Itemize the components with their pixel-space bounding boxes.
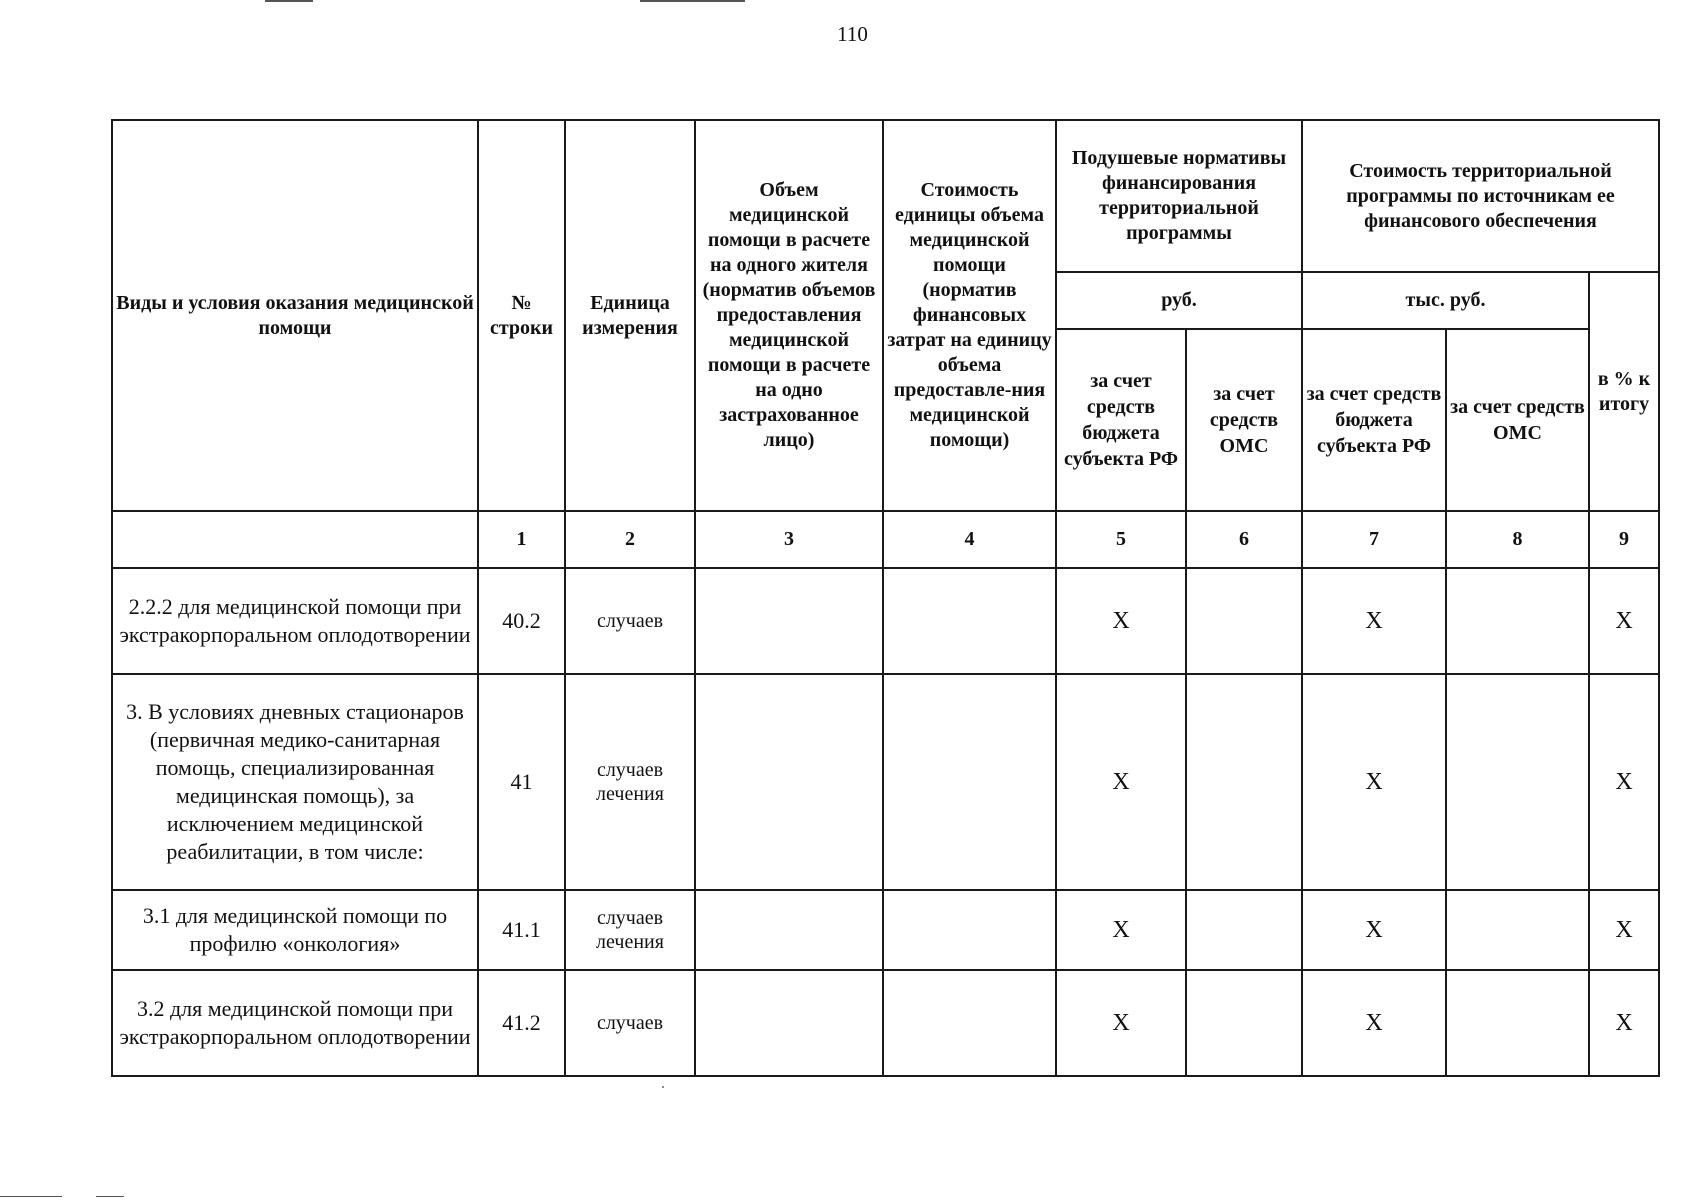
column-number: 3 — [695, 511, 883, 568]
row-number: 41 — [478, 674, 565, 890]
cell-col-8 — [1446, 674, 1589, 890]
cell-col-3 — [695, 674, 883, 890]
row-number: 41.1 — [478, 890, 565, 970]
column-number: 5 — [1056, 511, 1186, 568]
cell-col-5: Х — [1056, 970, 1186, 1076]
cell-col-5: Х — [1056, 890, 1186, 970]
row-description: 3.2 для медицинской помощи при экстракорпоральном оплодотворении — [112, 970, 478, 1076]
header-oms-6: за счет средств ОМС — [1186, 329, 1302, 511]
column-number-empty — [112, 511, 478, 568]
cell-col-9: Х — [1589, 970, 1659, 1076]
header-row-no: № строки — [478, 120, 565, 511]
column-number: 7 — [1302, 511, 1446, 568]
row-unit: случаев — [565, 568, 695, 674]
column-number: 4 — [883, 511, 1056, 568]
column-number: 8 — [1446, 511, 1589, 568]
header-per-capita: Подушевые нормативы финансирования территориальной программы — [1056, 120, 1302, 272]
table-row — [112, 970, 1659, 1076]
header-row-1 — [112, 120, 1659, 272]
header-unit: Единица измерения — [565, 120, 695, 511]
header-volume: Объем медицинской помощи в расчете на одного жителя (норматив объемов предоставления медицинской помощи в расчете на одно застрахованное лицо) — [695, 120, 883, 511]
cell-col-8 — [1446, 970, 1589, 1076]
cell-col-5: Х — [1056, 674, 1186, 890]
cell-col-4 — [883, 674, 1056, 890]
cell-col-7: Х — [1302, 568, 1446, 674]
table-row — [112, 674, 1659, 890]
cell-col-9: Х — [1589, 890, 1659, 970]
header-oms-8: за счет средств ОМС — [1446, 329, 1589, 511]
row-unit: случаев лечения — [565, 674, 695, 890]
scan-speck — [662, 1086, 664, 1088]
page-number: 110 — [837, 22, 868, 46]
cell-col-7: Х — [1302, 970, 1446, 1076]
cell-col-6 — [1186, 890, 1302, 970]
cell-col-3 — [695, 970, 883, 1076]
cell-col-6 — [1186, 674, 1302, 890]
header-unit-cost: Стоимость единицы объема медицинской помощи (норматив финансовых затрат на единицу объема предоставле-ния медицинской помощи) — [883, 120, 1056, 511]
row-description: 2.2.2 для медицинской помощи при экстракорпоральном оплодотворении — [112, 568, 478, 674]
header-percent: в % к итогу — [1589, 272, 1659, 511]
header-rub: руб. — [1056, 272, 1302, 329]
row-number: 41.2 — [478, 970, 565, 1076]
cell-col-6 — [1186, 568, 1302, 674]
financing-table — [111, 119, 1660, 1077]
scan-artifact-bottom-left — [0, 1196, 62, 1197]
row-unit: случаев — [565, 970, 695, 1076]
scan-artifact-top-right — [640, 0, 745, 2]
header-program-cost: Стоимость территориальной программы по источникам ее финансового обеспечения — [1302, 120, 1659, 272]
cell-col-4 — [883, 970, 1056, 1076]
scan-artifact-bottom-left-2 — [96, 1196, 124, 1197]
cell-col-5: Х — [1056, 568, 1186, 674]
cell-col-9: Х — [1589, 674, 1659, 890]
cell-col-8 — [1446, 890, 1589, 970]
row-description: 3.1 для медицинской помощи по профилю «онкология» — [112, 890, 478, 970]
row-unit: случаев лечения — [565, 890, 695, 970]
header-thous-rub: тыс. руб. — [1302, 272, 1589, 329]
row-number: 40.2 — [478, 568, 565, 674]
cell-col-7: Х — [1302, 890, 1446, 970]
scan-artifact-top-left — [265, 0, 313, 2]
header-budget-5: за счет средств бюджета субъекта РФ — [1056, 329, 1186, 511]
column-number: 1 — [478, 511, 565, 568]
row-description: 3. В условиях дневных стационаров (первичная медико-санитарная помощь, специализированная медицинская помощь), за исключением медицинской реабилитации, в том числе: — [112, 674, 478, 890]
cell-col-7: Х — [1302, 674, 1446, 890]
cell-col-9: Х — [1589, 568, 1659, 674]
header-kind: Виды и условия оказания медицинской помощи — [112, 120, 478, 511]
column-number: 6 — [1186, 511, 1302, 568]
cell-col-6 — [1186, 970, 1302, 1076]
column-number: 9 — [1589, 511, 1659, 568]
table-row — [112, 890, 1659, 970]
column-number: 2 — [565, 511, 695, 568]
cell-col-3 — [695, 890, 883, 970]
cell-col-8 — [1446, 568, 1589, 674]
cell-col-4 — [883, 890, 1056, 970]
cell-col-4 — [883, 568, 1056, 674]
header-budget-7: за счет средств бюджета субъекта РФ — [1302, 329, 1446, 511]
column-number-row — [112, 511, 1659, 568]
table-row — [112, 568, 1659, 674]
cell-col-3 — [695, 568, 883, 674]
